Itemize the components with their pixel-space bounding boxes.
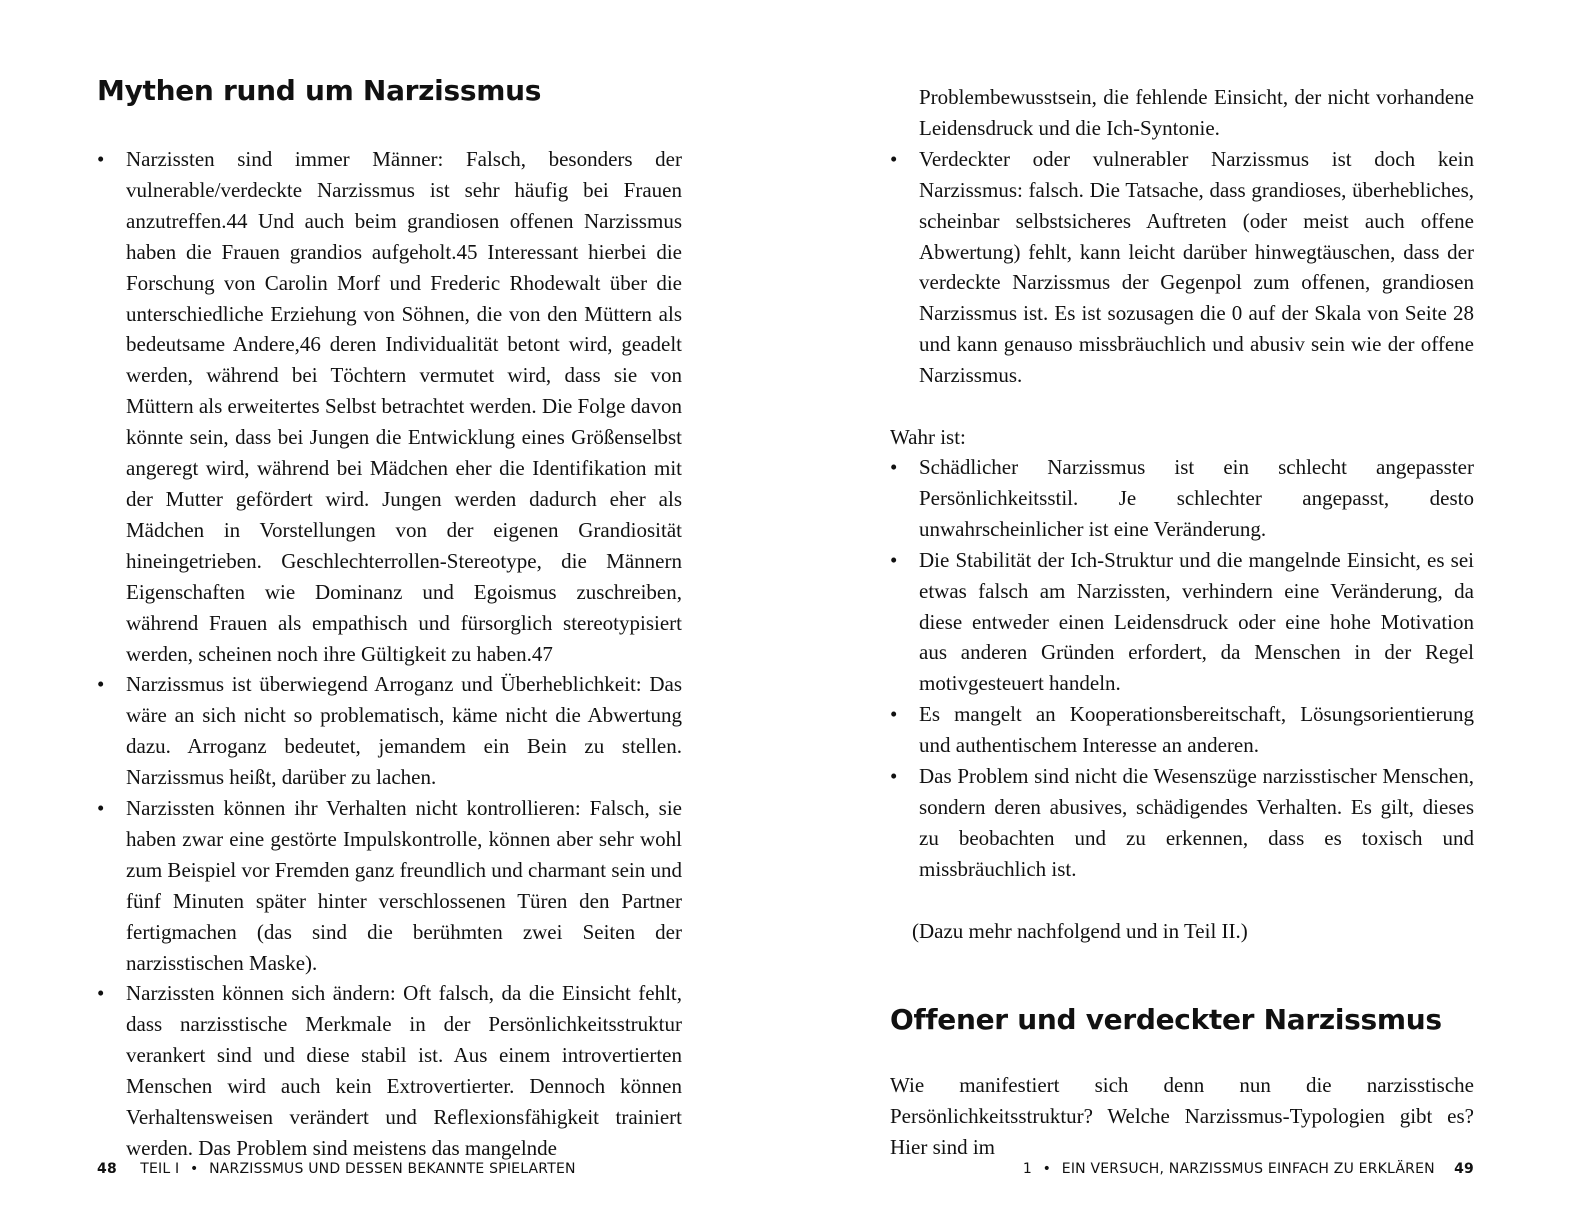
right-footer — [1023, 1161, 1474, 1177]
note-text: (Dazu mehr nachfolgend und in Teil II.) — [912, 919, 1248, 943]
section-heading-types: Offener und verdeckter Narzissmus — [890, 1003, 1442, 1036]
page-number: 48 — [97, 1161, 117, 1177]
myth-item: • Narzissten sind immer Männer: Falsch, besonders der vulnerable/verdeckte Narzissmus ist sehr häufig bei Frauen anzutreffen.44 Und auch beim grandiosen offenen Narzissmus haben die Frauen grandios aufgeholt.45 Interessant hierbei die Forschung von Carolin Morf und Frederic Rhodewalt über die unterschiedliche Erziehung von Söhnen, die von den Müttern als bedeutsame Andere,46 deren Individualität betont wird, geadelt werden, während bei Töchtern vermutet wird, dass sie von Müttern als erweitertes Selbst betrachtet werden. Die Folge davon könnte sein, dass bei Jungen die Entwicklung eines Größenselbst angeregt wird, während bei Mädchen eher die Identifikation mit der Mutter gefördert wird. Jungen werden dadurch eher als Mädchen in Vorstellungen von der eigenen Grandiosität hineingetrieben. Geschlechterrollen-Stereotype, die Männern Eigenschaften wie Dominanz und Egoismus zuschreiben, während Frauen als empathisch und fürsorglich stereotypisiert werden, scheinen noch ihre Gültigkeit zu haben.47 — [97, 144, 682, 669]
right-page — [890, 0, 1474, 1223]
truth-item: • Es mangelt an Kooperationsbereitschaft, Lösungsorientierung und authentischem Interesse an anderen. — [890, 699, 1474, 761]
myth-item: • Narzissmus ist überwiegend Arroganz und Überheblichkeit: Das wäre an sich nicht so problematisch, käme nicht die Abwertung dazu. Arroganz bedeutet, jemandem ein Bein zu stellen. Narzissmus heißt, darüber zu lachen. — [97, 669, 682, 793]
truth-item: • Schädlicher Narzissmus ist ein schlecht angepasster Persönlichkeitsstil. Je schlechter angepasst, desto unwahrscheinlicher ist eine Veränderung. — [890, 452, 1474, 545]
footer-title: NARZISSMUS UND DESSEN BEKANNTE SPIELARTEN — [209, 1161, 576, 1177]
section-heading-myths: Mythen rund um Narzissmus — [97, 74, 542, 107]
truth-list — [890, 452, 1474, 885]
footer-title: EIN VERSUCH, NARZISSMUS EINFACH ZU ERKLÄREN — [1061, 1161, 1435, 1177]
myth-item: • Narzissten können ihr Verhalten nicht kontrollieren: Falsch, sie haben zwar eine gestörte Impulskontrolle, können aber sehr wohl zum Beispiel vor Fremden ganz freundlich und charmant sein und fünf Minuten später hinter verschlossenen Türen den Partner fertigmachen (das sind die berühmten zwei Seiten der narzisstischen Maske). — [97, 793, 682, 978]
truth-label: Wahr ist: — [890, 425, 966, 449]
footer-separator: • — [189, 1161, 199, 1177]
truth-item: • Das Problem sind nicht die Wesenszüge narzisstischer Menschen, sondern deren abusives, schädigendes Verhalten. Es gilt, dieses zu beobachten und zu erkennen, dass es toxisch und missbräuchlich ist. — [890, 761, 1474, 885]
myths-list-continued — [890, 144, 1474, 391]
myths-list — [97, 144, 682, 1164]
footer-chapter: 1 — [1022, 1161, 1032, 1177]
left-footer — [97, 1161, 576, 1177]
myth-item: • Verdeckter oder vulnerabler Narzissmus ist doch kein Narzissmus: falsch. Die Tatsache, dass grandioses, überhebliches, scheinbar selbstsicheres Auftreten (oder meist auch offene Abwertung) fehlt, kann leicht darüber hinwegtäuschen, dass der verdeckte Narzissmus der Gegenpol zum offenen, grandiosen Narzissmus ist. Es ist sozusagen die 0 auf der Skala von Seite 28 und kann genauso missbräuchlich und abusiv sein wie der offene Narzissmus. — [890, 144, 1474, 391]
continuation-text: Problembewusstsein, die fehlende Einsicht, der nicht vorhandene Leidensdruck und die Ich-Syntonie. — [919, 85, 1474, 140]
footer-separator: • — [1042, 1161, 1052, 1177]
truth-item: • Die Stabilität der Ich-Struktur und die mangelnde Einsicht, es sei etwas falsch am Narzissten, verhindern eine Veränderung, da diese entweder einen Leidensdruck oder eine hohe Motivation aus anderen Gründen erfordert, da Menschen in der Regel motivgesteuert handeln. — [890, 545, 1474, 700]
intro-text: Wie manifestiert sich denn nun die narzisstische Persönlichkeitsstruktur? Welche Narzissmus-Typologien gibt es? Hier sind im — [890, 1073, 1474, 1159]
page-number: 49 — [1454, 1161, 1474, 1177]
left-page — [97, 0, 682, 1223]
footer-section: TEIL I — [140, 1161, 180, 1177]
myth-item: • Narzissten können sich ändern: Oft falsch, da die Einsicht fehlt, dass narzisstische Merkmale in der Persönlichkeitsstruktur verankert sind und diese stabil ist. Aus einem introvertierten Menschen wird auch kein Extrovertierter. Dennoch können Verhaltensweisen verändert und Reflexionsfähigkeit trainiert werden. Das Problem sind meistens das mangelnde — [97, 978, 682, 1163]
